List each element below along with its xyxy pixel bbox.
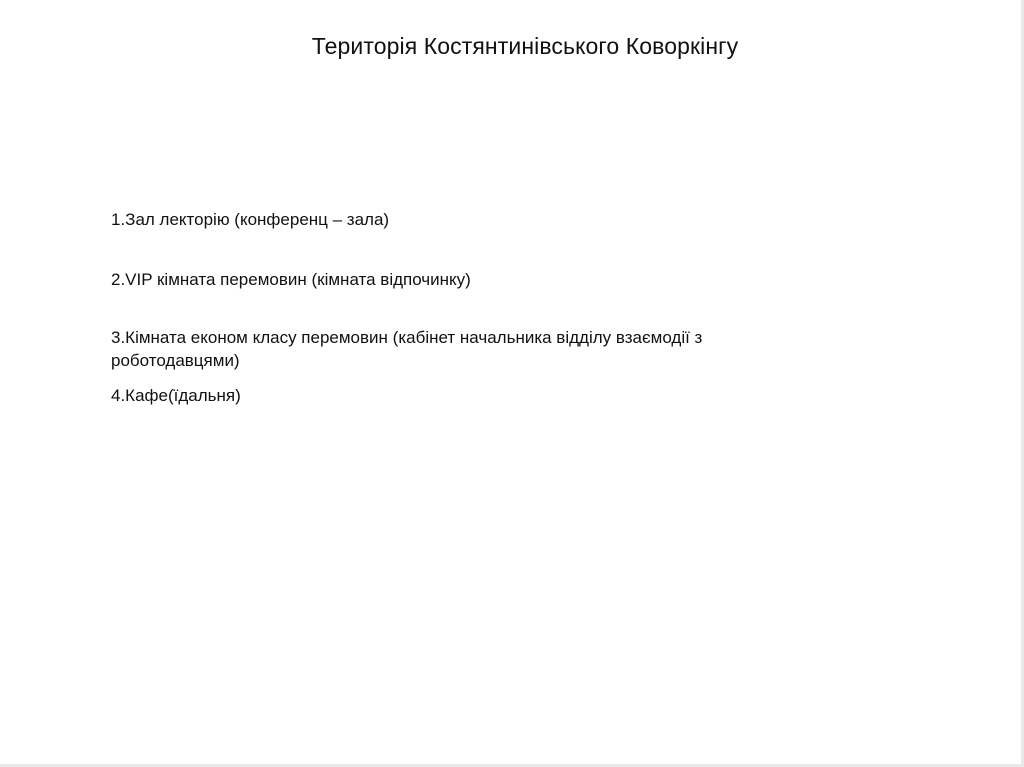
slide-title: Територія Костянтинівського Коворкінгу	[311, 33, 739, 59]
list-item: 4.Кафе(їдальня)	[111, 386, 241, 405]
list-item: 2.VIP кімната перемовин (кімната відпочинку)	[111, 270, 471, 289]
list-item: 1.Зал лекторію (конференц – зала)	[111, 210, 390, 229]
list-item: 3.Кімната економ класу перемовин (кабінет начальника відділу взаємодії з роботодавцями)	[111, 328, 703, 370]
